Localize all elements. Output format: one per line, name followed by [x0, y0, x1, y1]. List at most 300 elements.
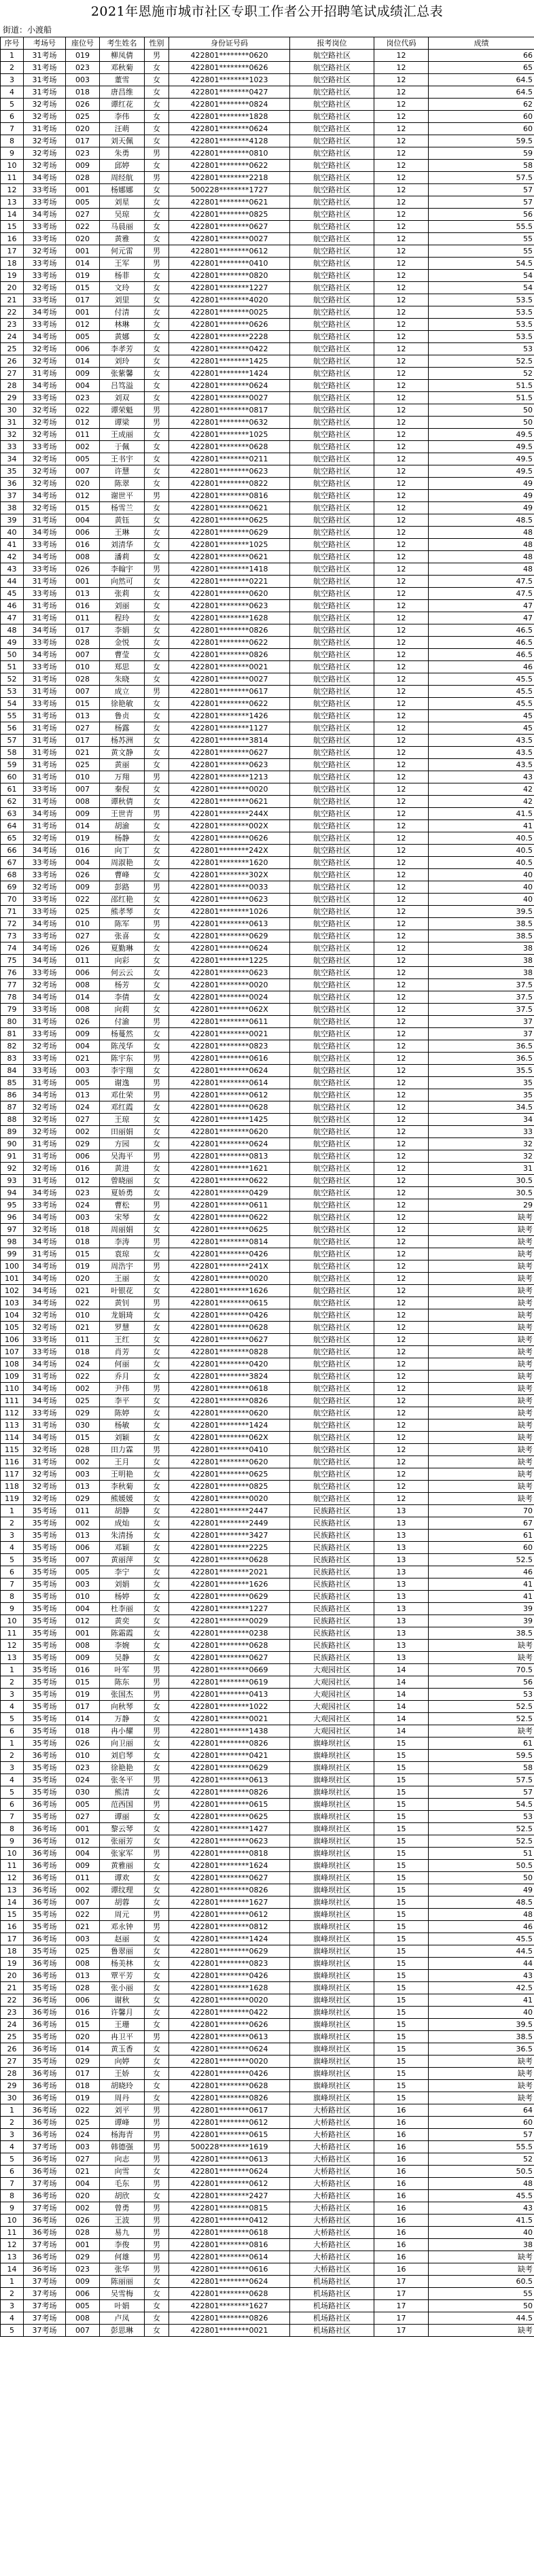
cell-seat-number: 026 — [66, 1737, 100, 1750]
cell-row-index: 9 — [1, 2202, 24, 2215]
cell-position: 航空路社区 — [290, 1150, 374, 1163]
cell-gender: 男 — [145, 771, 169, 783]
cell-row-index: 3 — [1, 2300, 24, 2312]
cell-id-number: 422801********0628 — [169, 1554, 290, 1566]
cell-row-index: 107 — [1, 1346, 24, 1358]
cell-position-code: 12 — [374, 417, 429, 429]
table-row — [1, 698, 534, 710]
cell-candidate-name: 李婉 — [100, 1640, 145, 1652]
cell-position: 航空路社区 — [290, 918, 374, 930]
cell-seat-number: 002 — [66, 1456, 100, 1468]
cell-candidate-name: 邓红霞 — [100, 1101, 145, 1114]
cell-score: 38.5 — [429, 1627, 534, 1640]
cell-row-index: 89 — [1, 1126, 24, 1138]
cell-seat-number: 015 — [66, 2019, 100, 2031]
cell-position: 航空路社区 — [290, 991, 374, 1004]
cell-position: 航空路社区 — [290, 600, 374, 612]
cell-seat-number: 006 — [66, 1150, 100, 1163]
cell-exam-room: 31考场 — [24, 1077, 66, 1089]
cell-position: 航空路社区 — [290, 1419, 374, 1432]
cell-score: 47 — [429, 600, 534, 612]
cell-position-code: 12 — [374, 979, 429, 991]
cell-candidate-name: 邵红艳 — [100, 894, 145, 906]
cell-seat-number: 024 — [66, 1774, 100, 1786]
cell-seat-number: 011 — [66, 429, 100, 441]
cell-candidate-name: 何元雷 — [100, 245, 145, 258]
table-row — [1, 759, 534, 771]
cell-candidate-name: 谭丽 — [100, 1811, 145, 1823]
cell-exam-room: 35考场 — [24, 2031, 66, 2043]
cell-id-number: 422801********1624 — [169, 1860, 290, 1872]
table-row — [1, 1774, 534, 1786]
cell-candidate-name: 杨婷 — [100, 1591, 145, 1603]
cell-gender: 女 — [145, 1530, 169, 1542]
cell-seat-number: 027 — [66, 722, 100, 735]
table-row — [1, 1065, 534, 1077]
cell-score: 缺考 — [429, 1212, 534, 1224]
cell-position-code: 12 — [374, 735, 429, 747]
cell-row-index: 100 — [1, 1260, 24, 1273]
cell-score: 缺考 — [429, 1334, 534, 1346]
cell-gender: 男 — [145, 147, 169, 160]
table-row — [1, 2141, 534, 2153]
cell-gender: 女 — [145, 857, 169, 869]
cell-row-index: 108 — [1, 1358, 24, 1371]
table-row — [1, 1945, 534, 1958]
cell-seat-number: 019 — [66, 2092, 100, 2104]
cell-score: 43 — [429, 1970, 534, 1982]
cell-exam-room: 31考场 — [24, 686, 66, 698]
cell-exam-room: 34考场 — [24, 1285, 66, 1297]
table-row — [1, 1542, 534, 1554]
cell-position: 航空路社区 — [290, 1273, 374, 1285]
cell-exam-room: 37考场 — [24, 2141, 66, 2153]
cell-id-number: 422801********1424 — [169, 1933, 290, 1945]
cell-id-number: 422801********0627 — [169, 1334, 290, 1346]
cell-position-code: 12 — [374, 710, 429, 722]
cell-id-number: 422801********0025 — [169, 306, 290, 319]
cell-candidate-name: 乔月 — [100, 1371, 145, 1383]
cell-position: 机场路社区 — [290, 2325, 374, 2337]
cell-row-index: 43 — [1, 563, 24, 576]
cell-position: 航空路社区 — [290, 514, 374, 527]
table-row — [1, 1884, 534, 1896]
cell-id-number: 422801********1426 — [169, 710, 290, 722]
cell-position: 大观园社区 — [290, 1664, 374, 1676]
cell-position-code: 14 — [374, 1713, 429, 1725]
table-row — [1, 392, 534, 404]
cell-position: 航空路社区 — [290, 135, 374, 147]
table-row — [1, 2043, 534, 2055]
cell-gender: 女 — [145, 270, 169, 282]
cell-gender: 女 — [145, 722, 169, 735]
cell-gender: 女 — [145, 1126, 169, 1138]
cell-position: 航空路社区 — [290, 942, 374, 955]
cell-position-code: 13 — [374, 1566, 429, 1578]
table-row — [1, 551, 534, 563]
table-row — [1, 2104, 534, 2117]
cell-row-index: 72 — [1, 918, 24, 930]
cell-position: 大桥路社区 — [290, 2263, 374, 2276]
cell-score: 40 — [429, 869, 534, 881]
cell-position: 航空路社区 — [290, 673, 374, 686]
cell-candidate-name: 谭纹理 — [100, 1884, 145, 1896]
cell-score: 53 — [429, 1811, 534, 1823]
cell-seat-number: 010 — [66, 918, 100, 930]
table-row — [1, 1994, 534, 2007]
cell-position-code: 13 — [374, 1603, 429, 1615]
cell-position-code: 12 — [374, 637, 429, 649]
cell-score: 38 — [429, 967, 534, 979]
cell-gender: 女 — [145, 1884, 169, 1896]
cell-score: 40.5 — [429, 832, 534, 845]
cell-candidate-name: 鲁贞 — [100, 710, 145, 722]
cell-position-code: 12 — [374, 184, 429, 196]
table-row — [1, 1089, 534, 1101]
cell-candidate-name: 何雄 — [100, 2251, 145, 2263]
table-row — [1, 2080, 534, 2092]
cell-candidate-name: 杨娜娜 — [100, 184, 145, 196]
cell-seat-number: 007 — [66, 465, 100, 478]
cell-candidate-name: 成灿 — [100, 1517, 145, 1530]
cell-row-index: 8 — [1, 1591, 24, 1603]
cell-position-code: 13 — [374, 1517, 429, 1530]
cell-row-index: 114 — [1, 1432, 24, 1444]
cell-seat-number: 003 — [66, 74, 100, 86]
cell-exam-room: 36考场 — [24, 2080, 66, 2092]
cell-exam-room: 35考场 — [24, 1542, 66, 1554]
table-row — [1, 661, 534, 673]
cell-row-index: 5 — [1, 1554, 24, 1566]
cell-id-number: 422801********0033 — [169, 881, 290, 894]
cell-row-index: 33 — [1, 441, 24, 453]
cell-candidate-name: 王月 — [100, 1456, 145, 1468]
cell-row-index: 14 — [1, 2263, 24, 2276]
cell-row-index: 10 — [1, 2215, 24, 2227]
cell-candidate-name: 何丽 — [100, 1358, 145, 1371]
cell-gender: 男 — [145, 404, 169, 417]
cell-position: 航空路社区 — [290, 930, 374, 942]
cell-position: 航空路社区 — [290, 1322, 374, 1334]
cell-seat-number: 026 — [66, 99, 100, 111]
cell-id-number: 422801********0615 — [169, 2129, 290, 2141]
cell-gender: 男 — [145, 2239, 169, 2251]
cell-gender: 女 — [145, 1322, 169, 1334]
cell-position: 航空路社区 — [290, 563, 374, 576]
cell-candidate-name: 周淑艳 — [100, 857, 145, 869]
cell-id-number: 422801********0824 — [169, 99, 290, 111]
cell-gender: 女 — [145, 576, 169, 588]
cell-row-index: 68 — [1, 869, 24, 881]
cell-candidate-name: 周丽娟 — [100, 1224, 145, 1236]
cell-score: 58 — [429, 1762, 534, 1774]
cell-id-number: 422801********0623 — [169, 894, 290, 906]
cell-score: 缺考 — [429, 2092, 534, 2104]
cell-id-number: 422801********0021 — [169, 2325, 290, 2337]
cell-seat-number: 010 — [66, 1591, 100, 1603]
cell-score: 43.5 — [429, 759, 534, 771]
table-row — [1, 1126, 534, 1138]
cell-row-index: 28 — [1, 2068, 24, 2080]
table-row — [1, 2007, 534, 2019]
table-row — [1, 1077, 534, 1089]
cell-exam-room: 32考场 — [24, 478, 66, 490]
cell-row-index: 44 — [1, 576, 24, 588]
cell-exam-room: 34考场 — [24, 955, 66, 967]
cell-id-number: 422801********1022 — [169, 1701, 290, 1713]
table-row — [1, 306, 534, 319]
cell-exam-room: 32考场 — [24, 881, 66, 894]
cell-position: 大桥路社区 — [290, 2190, 374, 2202]
cell-gender: 女 — [145, 710, 169, 722]
cell-id-number: 422801********0021 — [169, 1028, 290, 1040]
cell-score: 40.5 — [429, 857, 534, 869]
cell-exam-room: 36考场 — [24, 2129, 66, 2141]
cell-candidate-name: 宋琴 — [100, 1212, 145, 1224]
cell-candidate-name: 谢世平 — [100, 490, 145, 502]
cell-gender: 女 — [145, 1640, 169, 1652]
cell-position-code: 13 — [374, 1615, 429, 1627]
cell-position-code: 12 — [374, 1187, 429, 1199]
cell-id-number: 422801********1227 — [169, 282, 290, 294]
cell-row-index: 2 — [1, 62, 24, 74]
cell-seat-number: 019 — [66, 270, 100, 282]
cell-position-code: 12 — [374, 319, 429, 331]
cell-score: 57.5 — [429, 172, 534, 184]
cell-gender: 女 — [145, 111, 169, 123]
cell-candidate-name: 夏娇勇 — [100, 1187, 145, 1199]
cell-gender: 女 — [145, 930, 169, 942]
cell-candidate-name: 曹峰 — [100, 869, 145, 881]
cell-gender: 男 — [145, 490, 169, 502]
cell-gender: 女 — [145, 1004, 169, 1016]
cell-position-code: 12 — [374, 270, 429, 282]
table-row — [1, 930, 534, 942]
cell-position: 旗峰坝社区 — [290, 1737, 374, 1750]
table-row — [1, 967, 534, 979]
table-row — [1, 1028, 534, 1040]
cell-position-code: 12 — [374, 1444, 429, 1456]
cell-candidate-name: 叶银花 — [100, 1285, 145, 1297]
cell-score: 缺考 — [429, 1346, 534, 1358]
cell-row-index: 82 — [1, 1040, 24, 1053]
cell-seat-number: 009 — [66, 881, 100, 894]
cell-gender: 女 — [145, 1395, 169, 1407]
table-row — [1, 783, 534, 796]
cell-candidate-name: 邓秋菊 — [100, 62, 145, 74]
table-row — [1, 735, 534, 747]
header-score: 成绩 — [429, 37, 534, 50]
cell-exam-room: 34考场 — [24, 1212, 66, 1224]
cell-position: 航空路社区 — [290, 417, 374, 429]
table-row — [1, 2153, 534, 2166]
cell-position-code: 12 — [374, 123, 429, 135]
table-row — [1, 135, 534, 147]
table-header-row — [1, 37, 534, 50]
cell-candidate-name: 张华 — [100, 2263, 145, 2276]
cell-gender: 女 — [145, 1945, 169, 1958]
cell-gender: 男 — [145, 2104, 169, 2117]
cell-candidate-name: 付渝 — [100, 1016, 145, 1028]
cell-id-number: 422801********0623 — [169, 600, 290, 612]
cell-gender: 女 — [145, 2055, 169, 2068]
cell-id-number: 422801********0426 — [169, 1309, 290, 1322]
cell-score: 缺考 — [429, 1481, 534, 1493]
cell-gender: 男 — [145, 2227, 169, 2239]
cell-exam-room: 31考场 — [24, 1138, 66, 1150]
cell-candidate-name: 黄钰 — [100, 514, 145, 527]
cell-seat-number: 002 — [66, 1383, 100, 1395]
cell-exam-room: 31考场 — [24, 796, 66, 808]
cell-candidate-name: 杨露 — [100, 722, 145, 735]
cell-exam-room: 33考场 — [24, 392, 66, 404]
cell-exam-room: 35考场 — [24, 1811, 66, 1823]
cell-position-code: 12 — [374, 1163, 429, 1175]
cell-gender: 女 — [145, 1786, 169, 1799]
cell-id-number: 422801********0823 — [169, 1040, 290, 1053]
cell-exam-room: 36考场 — [24, 2263, 66, 2276]
cell-id-number: 422801********241X — [169, 1260, 290, 1273]
cell-row-index: 67 — [1, 857, 24, 869]
cell-candidate-name: 赵丽 — [100, 1933, 145, 1945]
cell-exam-room: 31考场 — [24, 74, 66, 86]
cell-gender: 女 — [145, 612, 169, 624]
cell-seat-number: 003 — [66, 2141, 100, 2153]
cell-candidate-name: 向莉 — [100, 1004, 145, 1016]
table-row — [1, 319, 534, 331]
cell-id-number: 422801********0825 — [169, 209, 290, 221]
cell-score: 53.5 — [429, 331, 534, 343]
cell-exam-room: 31考场 — [24, 747, 66, 759]
cell-gender: 男 — [145, 2178, 169, 2190]
cell-seat-number: 006 — [66, 1542, 100, 1554]
table-row — [1, 1627, 534, 1640]
cell-seat-number: 003 — [66, 1578, 100, 1591]
cell-id-number: 422801********0616 — [169, 1053, 290, 1065]
cell-id-number: 422801********0627 — [169, 1652, 290, 1664]
cell-gender: 女 — [145, 1187, 169, 1199]
cell-position: 航空路社区 — [290, 637, 374, 649]
table-row — [1, 2166, 534, 2178]
cell-position-code: 13 — [374, 1640, 429, 1652]
cell-position: 航空路社区 — [290, 881, 374, 894]
cell-position: 航空路社区 — [290, 661, 374, 673]
cell-score: 46 — [429, 1921, 534, 1933]
table-row — [1, 955, 534, 967]
table-row — [1, 1432, 534, 1444]
cell-candidate-name: 韩德强 — [100, 2141, 145, 2153]
cell-candidate-name: 刘娟 — [100, 1578, 145, 1591]
cell-row-index: 115 — [1, 1444, 24, 1456]
table-row — [1, 649, 534, 661]
cell-position-code: 15 — [374, 2019, 429, 2031]
cell-candidate-name: 谢逸 — [100, 1077, 145, 1089]
cell-candidate-name: 易九 — [100, 2227, 145, 2239]
cell-gender: 女 — [145, 1566, 169, 1578]
table-row — [1, 1016, 534, 1028]
cell-score: 64.5 — [429, 86, 534, 99]
cell-score: 65 — [429, 62, 534, 74]
cell-row-index: 13 — [1, 1652, 24, 1664]
cell-score: 缺考 — [429, 1640, 534, 1652]
cell-gender: 女 — [145, 1334, 169, 1346]
cell-gender: 男 — [145, 563, 169, 576]
cell-seat-number: 014 — [66, 258, 100, 270]
cell-position: 航空路社区 — [290, 710, 374, 722]
cell-row-index: 31 — [1, 417, 24, 429]
table-row — [1, 1371, 534, 1383]
cell-score: 53.5 — [429, 319, 534, 331]
cell-position-code: 12 — [374, 832, 429, 845]
cell-id-number: 422801********2427 — [169, 2190, 290, 2202]
cell-position-code: 15 — [374, 1884, 429, 1896]
cell-seat-number: 002 — [66, 441, 100, 453]
cell-gender: 女 — [145, 429, 169, 441]
cell-id-number: 422801********0020 — [169, 2055, 290, 2068]
cell-id-number: 422801********1127 — [169, 722, 290, 735]
cell-position: 旗峰坝社区 — [290, 1750, 374, 1762]
cell-score: 52.5 — [429, 355, 534, 368]
cell-candidate-name: 陈东 — [100, 1676, 145, 1689]
cell-seat-number: 029 — [66, 2251, 100, 2263]
cell-candidate-name: 刘颖 — [100, 1432, 145, 1444]
cell-score: 57 — [429, 196, 534, 209]
cell-candidate-name: 谭秋倩 — [100, 796, 145, 808]
cell-id-number: 422801********0628 — [169, 441, 290, 453]
cell-exam-room: 35考场 — [24, 1762, 66, 1774]
cell-position: 航空路社区 — [290, 245, 374, 258]
cell-exam-room: 31考场 — [24, 123, 66, 135]
table-row — [1, 918, 534, 930]
cell-seat-number: 029 — [66, 1493, 100, 1505]
cell-score: 52 — [429, 368, 534, 380]
cell-seat-number: 007 — [66, 649, 100, 661]
cell-gender: 男 — [145, 2129, 169, 2141]
cell-id-number: 422801********2449 — [169, 1517, 290, 1530]
cell-seat-number: 005 — [66, 331, 100, 343]
table-row — [1, 527, 534, 539]
cell-candidate-name: 黄雅 — [100, 233, 145, 245]
cell-row-index: 116 — [1, 1456, 24, 1468]
cell-id-number: 422801********0613 — [169, 2153, 290, 2166]
cell-gender: 女 — [145, 673, 169, 686]
cell-id-number: 422801********4020 — [169, 294, 290, 306]
cell-score: 55 — [429, 245, 534, 258]
table-row — [1, 1346, 534, 1358]
cell-id-number: 422801********0020 — [169, 1273, 290, 1285]
cell-gender: 女 — [145, 1040, 169, 1053]
cell-exam-room: 33考场 — [24, 221, 66, 233]
cell-candidate-name: 谭梁 — [100, 417, 145, 429]
cell-position-code: 12 — [374, 1212, 429, 1224]
cell-candidate-name: 胡渝 — [100, 820, 145, 832]
cell-exam-room: 32考场 — [24, 1309, 66, 1322]
cell-candidate-name: 王明艳 — [100, 1468, 145, 1481]
cell-exam-room: 37考场 — [24, 2325, 66, 2337]
table-row — [1, 2215, 534, 2227]
cell-exam-room: 32考场 — [24, 502, 66, 514]
cell-position-code: 15 — [374, 1860, 429, 1872]
cell-score: 缺考 — [429, 1395, 534, 1407]
cell-position: 航空路社区 — [290, 1126, 374, 1138]
cell-position: 航空路社区 — [290, 1004, 374, 1016]
cell-id-number: 422801********0812 — [169, 1921, 290, 1933]
cell-score: 53.5 — [429, 294, 534, 306]
cell-score: 40 — [429, 2007, 534, 2019]
cell-score: 56 — [429, 209, 534, 221]
table-row — [1, 1750, 534, 1762]
table-row — [1, 245, 534, 258]
